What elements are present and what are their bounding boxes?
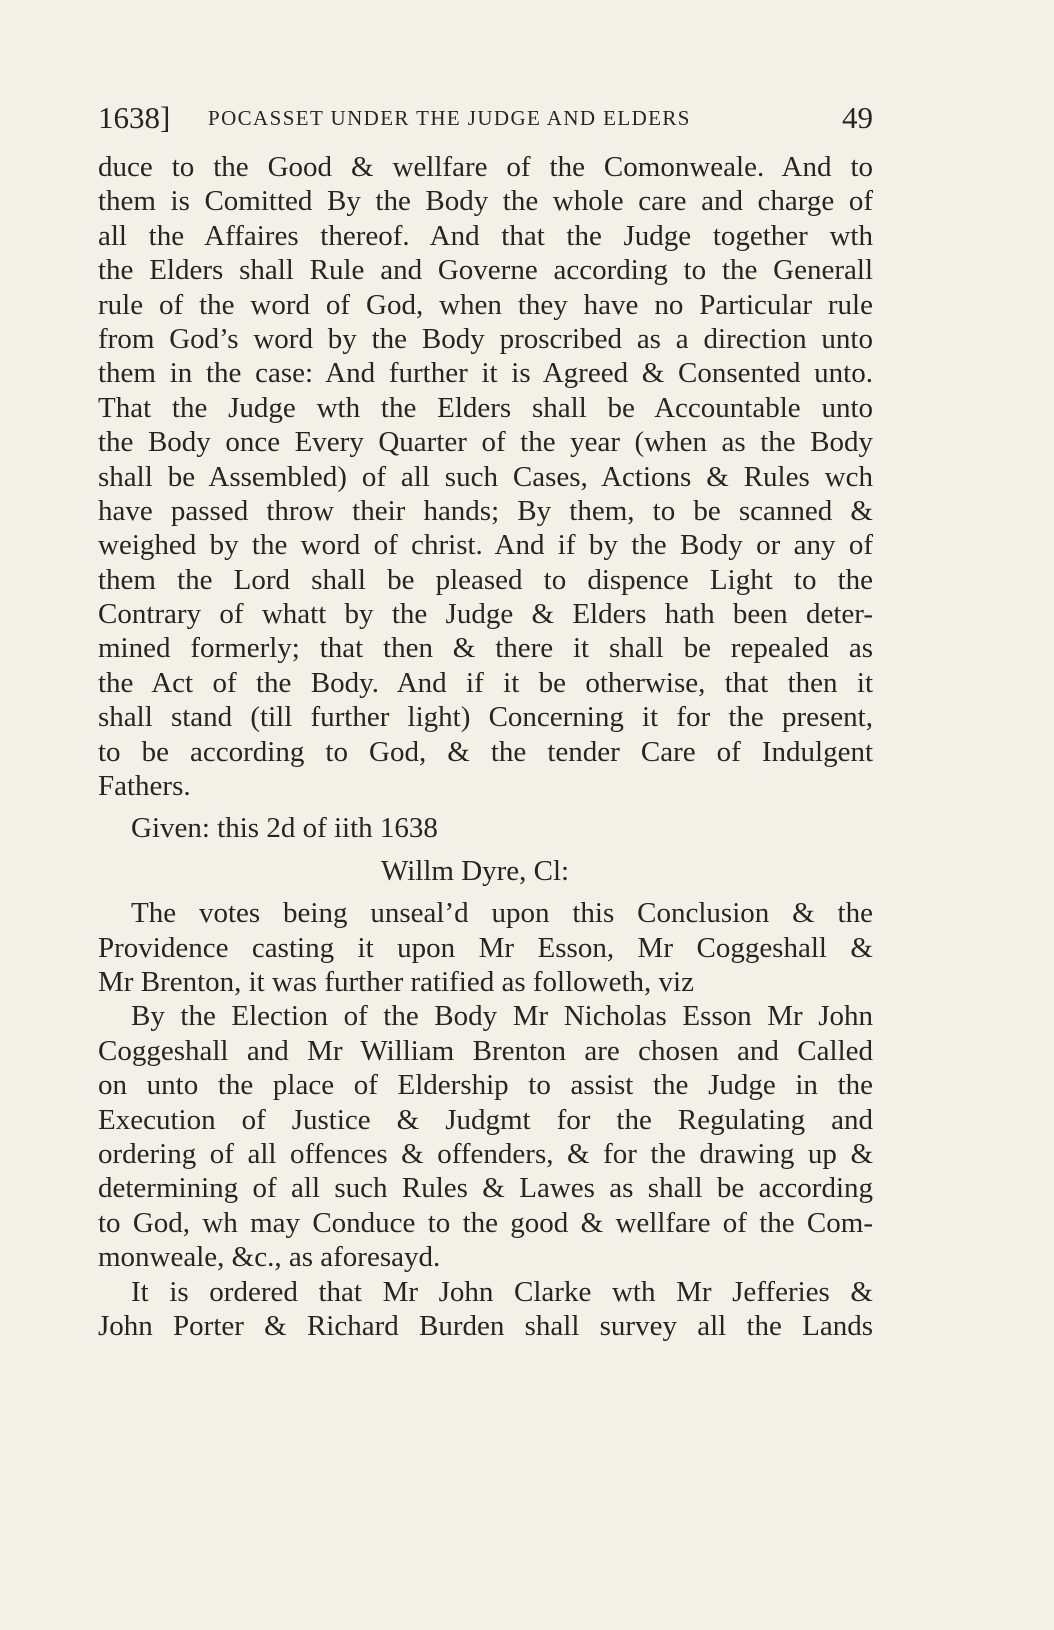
header-year: 1638] <box>98 100 171 135</box>
page-body <box>98 150 873 1343</box>
text-line: the Body once Every Quarter of the year (when as the Body <box>98 426 873 459</box>
text-line: The votes being unseal’d upon this Conclusion & the <box>131 897 873 930</box>
text-line: them in the case: And further it is Agreed & Consented unto. <box>98 357 873 390</box>
paragraph-survey-order <box>98 1275 873 1344</box>
text-line: Providence casting it upon Mr Esson, Mr Coggeshall & <box>98 931 873 964</box>
clerk-signature-line: Willm Dyre, Cl: <box>381 854 570 887</box>
text-line: ordering of all offences & offenders, & for the drawing up & <box>98 1137 873 1170</box>
text-line: shall be Assembled) of all such Cases, Actions & Rules wch <box>98 460 873 493</box>
text-line: Fathers. <box>98 770 191 803</box>
text-line: from God’s word by the Body proscribed as a direction unto <box>98 322 873 355</box>
text-line: rule of the word of God, when they have no Particular rule <box>98 288 873 321</box>
page-number: 49 <box>842 100 873 135</box>
text-line: Execution of Justice & Judgmt for the Regulating and <box>98 1103 873 1136</box>
text-line: monweale, &c., as aforesayd. <box>98 1241 441 1274</box>
header-title: POCASSET UNDER THE JUDGE AND ELDERS <box>208 106 691 130</box>
running-header <box>98 100 873 140</box>
text-line: on unto the place of Eldership to assist the Judge in the <box>98 1069 873 1102</box>
paragraph-votes <box>98 896 873 999</box>
text-line: have passed throw their hands; By them, to be scanned & <box>98 494 873 527</box>
text-line: weighed by the word of christ. And if by the Body or any of <box>98 529 873 562</box>
text-line: Coggeshall and Mr William Brenton are chosen and Called <box>98 1034 873 1067</box>
text-line: to God, wh may Conduce to the good & wellfare of the Com- <box>98 1206 873 1239</box>
text-line: to be according to God, & the tender Care of Indulgent <box>98 735 873 768</box>
text-line: the Elders shall Rule and Governe according to the Generall <box>98 254 873 287</box>
text-line: That the Judge wth the Elders shall be Accountable unto <box>98 391 873 424</box>
given-date-line: Given: this 2d of iith 1638 <box>131 812 438 845</box>
text-line: Contrary of whatt by the Judge & Elders hath been deter- <box>98 598 873 631</box>
text-line: Mr Brenton, it was further ratified as followeth, viz <box>98 965 694 998</box>
text-line: John Porter & Richard Burden shall survey all the Lands <box>98 1309 873 1342</box>
text-line: them is Comitted By the Body the whole care and charge of <box>98 185 873 218</box>
paragraph-continuation <box>98 150 873 803</box>
text-line: duce to the Good & wellfare of the Comonweale. And to <box>98 151 873 183</box>
text-line: mined formerly; that then & there it shall be repealed as <box>98 632 873 665</box>
text-line: It is ordered that Mr John Clarke wth Mr Jefferies & <box>131 1275 873 1308</box>
text-line: By the Election of the Body Mr Nicholas Esson Mr John <box>131 1000 873 1033</box>
text-line: shall stand (till further light) Concerning it for the present, <box>98 701 873 734</box>
text-line: determining of all such Rules & Lawes as shall be according <box>98 1172 873 1205</box>
text-line: them the Lord shall be pleased to dispence Light to the <box>98 563 873 596</box>
text-line: all the Affaires thereof. And that the Judge together wth <box>98 219 873 252</box>
paragraph-election <box>98 999 873 1274</box>
text-line: the Act of the Body. And if it be otherwise, that then it <box>98 666 873 699</box>
